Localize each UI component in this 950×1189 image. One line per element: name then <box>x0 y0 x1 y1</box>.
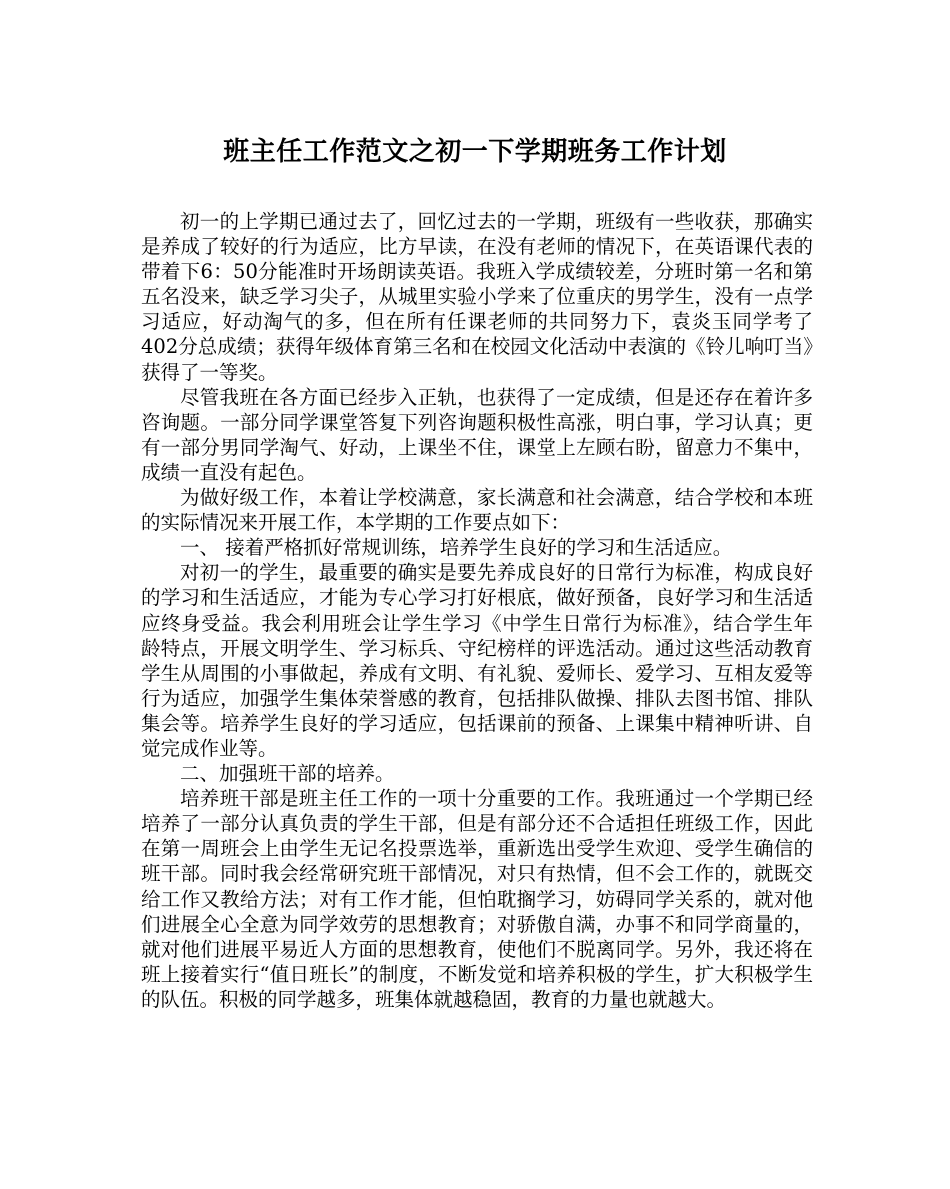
document-body <box>141 209 813 1012</box>
document-title: 班主任工作范文之初一下学期班务工作计划 <box>223 137 727 167</box>
paragraph: 初一的上学期已通过去了，回忆过去的一学期，班级有一些收获，那确实是养成了较好的行为适应，比方早读，在没有老师的情况下，在英语课代表的带着下6：50分能准时开场朗读英语。我班入学成绩较差，分班时第一名和第五名没来，缺乏学习尖子，从城里实验小学来了位重庆的男学生，没有一点学习适应，好动淘气的多，但在所有任课老师的共同努力下，袁炎玉同学考了402分总成绩；获得年级体育第三名和在校园文化活动中表演的《铃儿响叮当》获得了一等奖。 <box>141 210 813 384</box>
section-heading: 二、加强班干部的培养。 <box>180 762 395 786</box>
paragraph: 为做好级工作，本着让学校满意，家长满意和社会满意，结合学校和本班的实际情况来开展工作，本学期的工作要点如下： <box>141 486 813 535</box>
paragraph: 培养班干部是班主任工作的一项十分重要的工作。我班通过一个学期已经培养了一部分认真负责的学生干部，但是有部分还不合适担任班级工作，因此在第一周班会上由学生无记名投票选举，重新选出受学生欢迎、受学生确信的班干部。同时我会经常研究班干部情况，对只有热情，但不会工作的，就既交给工作又教给方法；对有工作才能，但怕耽搁学习，妨碍同学关系的，就对他们进展全心全意为同学效劳的思想教育；对骄傲自满，办事不和同学商量的，就对他们进展平易近人方面的思想教育，使他们不脱离同学。另外，我还将在班上接着实行“值日班长”的制度，不断发觉和培养积极的学生，扩大积极学生的队伍。积极的同学越多，班集体就越稳固，教育的力量也就越大。 <box>141 787 813 1011</box>
paragraph: 尽管我班在各方面已经步入正轨，也获得了一定成绩，但是还存在着许多咨询题。一部分同学课堂答复下列咨询题积极性高涨，明白事，学习认真；更有一部分男同学淘气、好动，上课坐不住，课堂上左顾右盼，留意力不集中，成绩一直没有起色。 <box>141 385 813 484</box>
paragraph: 对初一的学生，最重要的确实是要先养成良好的日常行为标准，构成良好的学习和生活适应，才能为专心学习打好根底，做好预备，良好学习和生活适应终身受益。我会利用班会让学生学习《中学生日常行为标准》，结合学生年龄特点，开展文明学生、学习标兵、守纪榜样的评选活动。通过这些活动教育学生从周围的小事做起，养成有文明、有礼貌、爱师长、爱学习、互相友爱等行为适应，加强学生集体荣誉感的教育，包括排队做操、排队去图书馆、排队集会等。培养学生良好的学习适应，包括课前的预备、上课集中精神听讲、自觉完成作业等。 <box>141 561 813 760</box>
section-heading: 一、 接着严格抓好常规训练，培养学生良好的学习和生活适应。 <box>180 536 733 560</box>
